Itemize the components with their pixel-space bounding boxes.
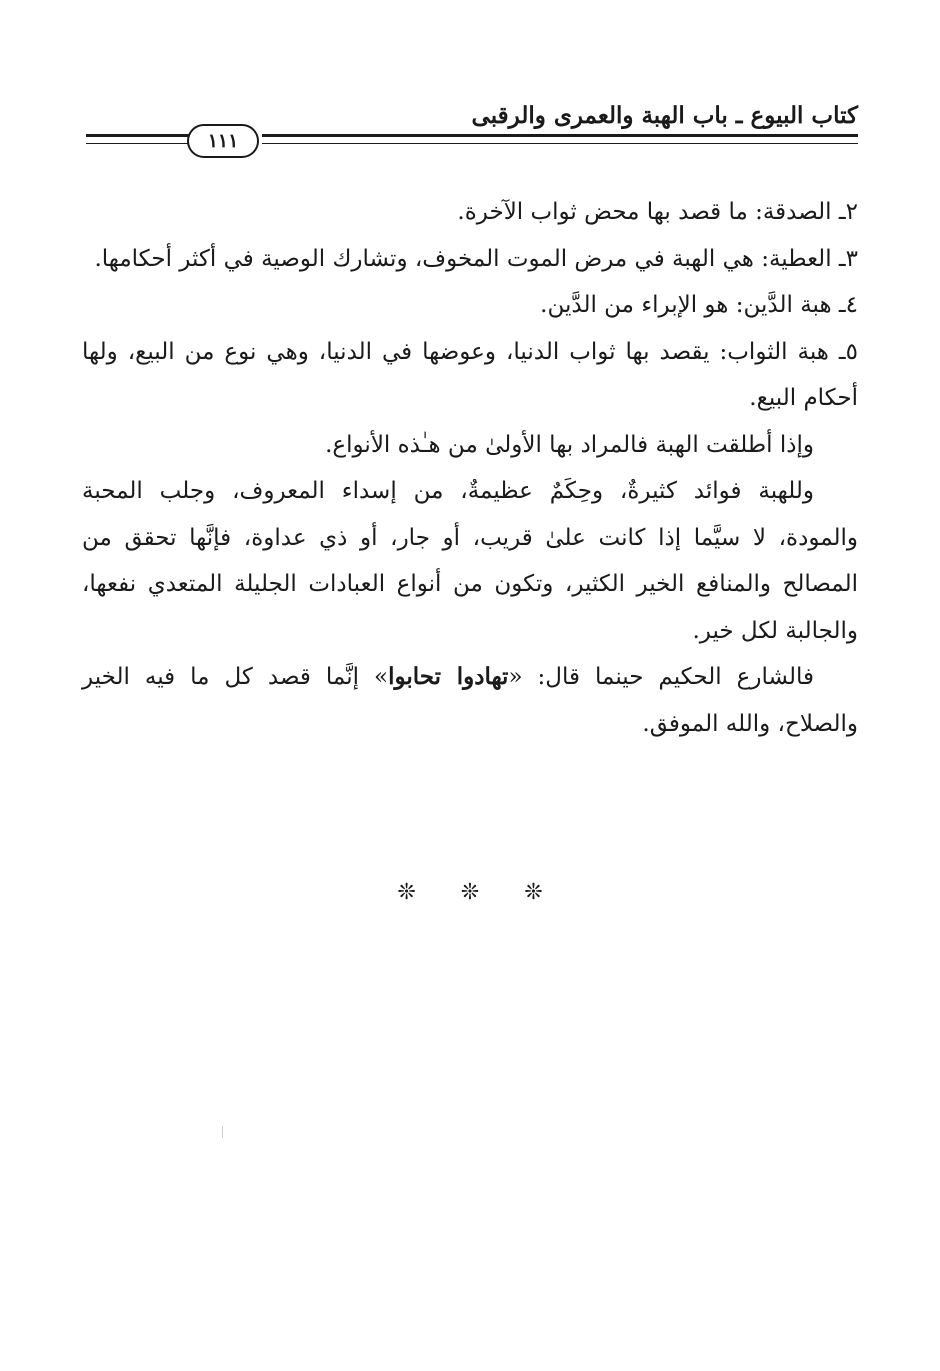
paragraph-benefits-of-gift: وللهبة فوائد كثيرةٌ، وحِكَمٌ عظيمةٌ، من إسداء المعروف، وجلب المحبة والمودة، لا سيَّما إذا كانت علىٰ قريب، أو جار، أو ذي عداوة، فإنَّها تحقق من المصالح والمنافع الخير الكثير، وتكون من أنواع العبادات الجليلة المتعدي نفعها، والجالبة لكل خير. [82,478,858,644]
running-header-title: كتاب البيوع ـ باب الهبة والعمرى والرقبى [471,102,858,129]
closing-text-before-quote: فالشارع الحكيم حينما قال: « [508,664,815,690]
divider-star-icon: ❊ [524,880,543,905]
divider-star-icon: ❊ [397,880,416,905]
header-rule-left-thick [86,134,189,137]
header-rule-left-thin [86,143,189,144]
definition-sadaqa: ٢ـ الصدقة: ما قصد بها محض ثواب الآخرة. [457,199,858,225]
definition-hibat-ath-thawab: ٥ـ هبة الثواب: يقصد بها ثواب الدنيا، وعوضها في الدنيا، وهي نوع من البيع، ولها أحكام البيع. [82,338,858,411]
definition-atiyya: ٣ـ العطية: هي الهبة في مرض الموت المخوف، وتشارك الوصية في أكثر أحكامها. [94,245,858,272]
hadith-quote: تهادوا تحابوا [388,663,509,690]
page-body [82,189,858,747]
section-divider [0,880,940,905]
divider-star-icon: ❊ [460,880,480,905]
header-rule-right-thick [262,134,858,137]
scan-speck [222,1126,223,1138]
page-number: ١١١ [207,129,239,152]
page-number-frame [187,124,259,158]
paragraph-default-meaning: وإذا أطلقت الهبة فالمراد بها الأولىٰ من هـٰذه الأنواع. [325,431,814,458]
closing-text-after-quote: » إنَّما قصد كل ما فيه الخير والصلاح، والله الموفق. [82,664,858,737]
paragraph-closing [82,654,858,747]
definition-hibat-ad-dayn: ٤ـ هبة الدَّين: هو الإبراء من الدَّين. [540,292,858,318]
header-rule-right-thin [262,143,858,144]
